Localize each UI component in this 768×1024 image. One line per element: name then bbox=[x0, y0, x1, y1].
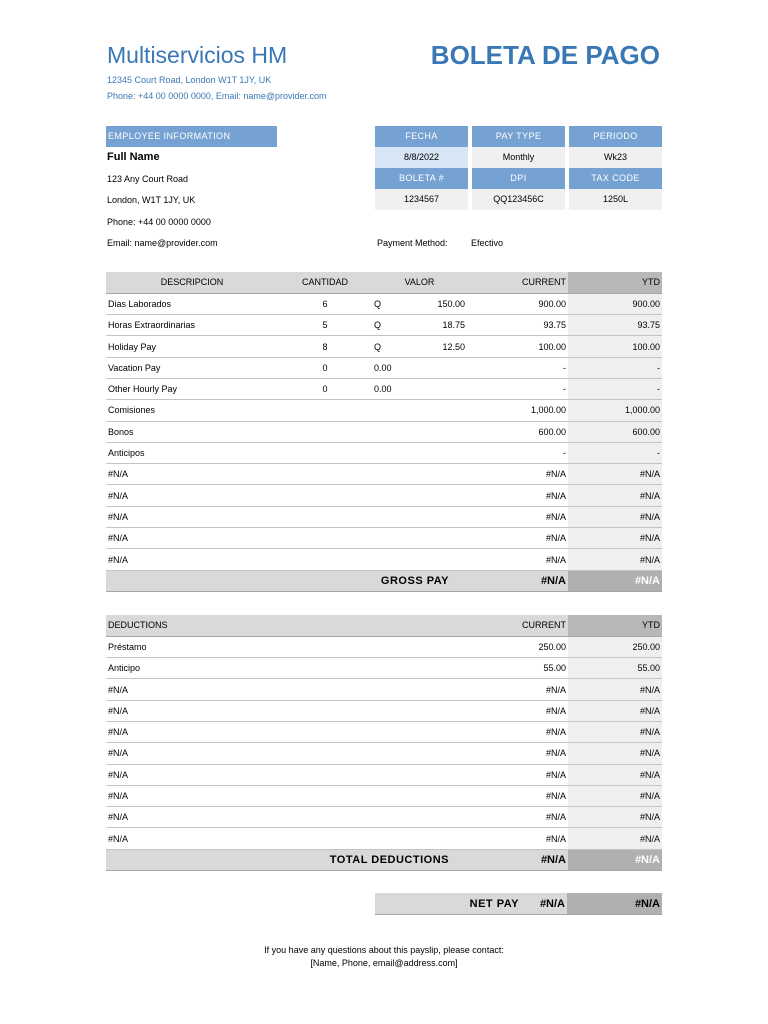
earning-quantity: 5 bbox=[278, 315, 372, 336]
earnings-row bbox=[106, 315, 662, 336]
earning-currency bbox=[372, 485, 394, 506]
employee-name: Full Name bbox=[107, 151, 160, 163]
earning-ytd: #N/A bbox=[568, 464, 662, 485]
net-pay-row bbox=[375, 893, 662, 915]
earning-quantity bbox=[278, 464, 372, 485]
deduction-row bbox=[106, 785, 662, 806]
deduction-description: #N/A bbox=[106, 743, 467, 764]
earning-value bbox=[394, 528, 467, 549]
net-pay-label: NET PAY bbox=[375, 893, 567, 914]
earning-value: 150.00 bbox=[394, 293, 467, 314]
deduction-description: #N/A bbox=[106, 785, 467, 806]
earning-current: 100.00 bbox=[467, 336, 568, 357]
earning-value bbox=[394, 485, 467, 506]
deduction-current: #N/A bbox=[467, 764, 568, 785]
employee-city: London, W1T 1JY, UK bbox=[107, 195, 196, 205]
tax-code-header: TAX CODE bbox=[569, 168, 662, 189]
earning-value bbox=[394, 421, 467, 442]
deductions-current-header: CURRENT bbox=[467, 615, 568, 636]
earning-value bbox=[394, 400, 467, 421]
deduction-row bbox=[106, 807, 662, 828]
deduction-row bbox=[106, 721, 662, 742]
gross-pay-ytd: #N/A bbox=[568, 570, 662, 591]
deduction-ytd: #N/A bbox=[568, 764, 662, 785]
employee-info-header: EMPLOYEE INFORMATION bbox=[106, 126, 277, 147]
company-contact: Phone: +44 00 0000 0000, Email: name@provider.com bbox=[107, 91, 327, 101]
cantidad-header: CANTIDAD bbox=[278, 272, 372, 293]
deduction-current: #N/A bbox=[467, 721, 568, 742]
deductions-table bbox=[106, 615, 662, 871]
earning-ytd: 100.00 bbox=[568, 336, 662, 357]
earning-description: Horas Extraordinarias bbox=[106, 315, 278, 336]
dpi-value: QQ123456C bbox=[472, 189, 565, 210]
company-name: Multiservicios HM bbox=[107, 42, 288, 68]
earning-quantity bbox=[278, 400, 372, 421]
earnings-table bbox=[106, 272, 662, 592]
deduction-ytd: #N/A bbox=[568, 828, 662, 849]
earning-current: - bbox=[467, 378, 568, 399]
deduction-ytd: #N/A bbox=[568, 679, 662, 700]
tax-code-value: 1250L bbox=[569, 189, 662, 210]
earning-ytd: #N/A bbox=[568, 506, 662, 527]
earnings-row bbox=[106, 400, 662, 421]
net-pay-current: #N/A bbox=[539, 898, 565, 910]
earnings-row bbox=[106, 378, 662, 399]
earning-currency: Q bbox=[372, 336, 394, 357]
earning-description: #N/A bbox=[106, 549, 278, 570]
earning-currency: 0.00 bbox=[372, 378, 394, 399]
total-deductions-row bbox=[106, 849, 662, 870]
earning-description: Dias Laborados bbox=[106, 293, 278, 314]
earning-current: #N/A bbox=[467, 528, 568, 549]
deduction-ytd: 250.00 bbox=[568, 636, 662, 657]
deduction-row bbox=[106, 679, 662, 700]
deduction-description: Anticipo bbox=[106, 658, 467, 679]
deduction-current: #N/A bbox=[467, 807, 568, 828]
pay-type-value: Monthly bbox=[472, 147, 565, 168]
earning-quantity bbox=[278, 528, 372, 549]
earning-quantity bbox=[278, 442, 372, 463]
deduction-row bbox=[106, 636, 662, 657]
employee-phone: Phone: +44 00 0000 0000 bbox=[107, 217, 211, 227]
deduction-ytd: #N/A bbox=[568, 807, 662, 828]
current-header: CURRENT bbox=[467, 272, 568, 293]
earning-description: #N/A bbox=[106, 528, 278, 549]
earnings-row bbox=[106, 357, 662, 378]
earning-description: Holiday Pay bbox=[106, 336, 278, 357]
valor-header: VALOR bbox=[372, 272, 467, 293]
deduction-ytd: #N/A bbox=[568, 721, 662, 742]
earning-value: 18.75 bbox=[394, 315, 467, 336]
deduction-description: Préstamo bbox=[106, 636, 467, 657]
gross-pay-current: #N/A bbox=[467, 570, 568, 591]
deduction-current: #N/A bbox=[467, 700, 568, 721]
earning-quantity: 0 bbox=[278, 378, 372, 399]
deductions-header: DEDUCTIONS bbox=[106, 615, 467, 636]
earning-ytd: #N/A bbox=[568, 485, 662, 506]
earning-value bbox=[394, 442, 467, 463]
boleta-value: 1234567 bbox=[375, 189, 468, 210]
gross-pay-label: GROSS PAY bbox=[106, 570, 467, 591]
payment-method-label: Payment Method: bbox=[377, 238, 448, 248]
deduction-description: #N/A bbox=[106, 828, 467, 849]
total-deductions-ytd: #N/A bbox=[568, 849, 662, 870]
earning-current: #N/A bbox=[467, 549, 568, 570]
deduction-current: #N/A bbox=[467, 679, 568, 700]
earning-ytd: 600.00 bbox=[568, 421, 662, 442]
deduction-ytd: #N/A bbox=[568, 743, 662, 764]
deduction-current: #N/A bbox=[467, 828, 568, 849]
total-deductions-label: TOTAL DEDUCTIONS bbox=[106, 849, 467, 870]
earning-currency bbox=[372, 421, 394, 442]
earning-current: - bbox=[467, 442, 568, 463]
payslip-info-grid bbox=[375, 126, 662, 210]
earning-ytd: - bbox=[568, 357, 662, 378]
earning-ytd: #N/A bbox=[568, 549, 662, 570]
earning-quantity: 0 bbox=[278, 357, 372, 378]
dpi-header: DPI bbox=[472, 168, 565, 189]
earnings-row bbox=[106, 506, 662, 527]
earning-description: Anticipos bbox=[106, 442, 278, 463]
earning-description: #N/A bbox=[106, 485, 278, 506]
earning-value bbox=[394, 357, 467, 378]
earning-description: Other Hourly Pay bbox=[106, 378, 278, 399]
earning-value bbox=[394, 506, 467, 527]
net-pay-ytd: #N/A bbox=[567, 893, 662, 914]
earning-current: 1,000.00 bbox=[467, 400, 568, 421]
total-deductions-current: #N/A bbox=[467, 849, 568, 870]
earnings-row bbox=[106, 442, 662, 463]
earning-description: Comisiones bbox=[106, 400, 278, 421]
earnings-row bbox=[106, 528, 662, 549]
earning-quantity bbox=[278, 549, 372, 570]
earning-current: - bbox=[467, 357, 568, 378]
earnings-row bbox=[106, 549, 662, 570]
deductions-ytd-header: YTD bbox=[568, 615, 662, 636]
ytd-header: YTD bbox=[568, 272, 662, 293]
pay-type-header: PAY TYPE bbox=[472, 126, 565, 147]
earning-currency: Q bbox=[372, 315, 394, 336]
deduction-row bbox=[106, 658, 662, 679]
earning-current: #N/A bbox=[467, 506, 568, 527]
payment-method-value: Efectivo bbox=[471, 238, 504, 248]
deduction-description: #N/A bbox=[106, 721, 467, 742]
deduction-row bbox=[106, 764, 662, 785]
earning-description: Vacation Pay bbox=[106, 357, 278, 378]
earning-current: #N/A bbox=[467, 485, 568, 506]
periodo-value: Wk23 bbox=[569, 147, 662, 168]
deduction-ytd: 55.00 bbox=[568, 658, 662, 679]
earnings-row bbox=[106, 485, 662, 506]
earning-ytd: 900.00 bbox=[568, 293, 662, 314]
deduction-description: #N/A bbox=[106, 700, 467, 721]
deduction-description: #N/A bbox=[106, 679, 467, 700]
deduction-current: #N/A bbox=[467, 743, 568, 764]
earning-current: #N/A bbox=[467, 464, 568, 485]
gross-pay-row bbox=[106, 570, 662, 591]
earning-description: #N/A bbox=[106, 506, 278, 527]
earning-current: 600.00 bbox=[467, 421, 568, 442]
earnings-row bbox=[106, 336, 662, 357]
earning-ytd: - bbox=[568, 378, 662, 399]
footer-question: If you have any questions about this payslip, please contact: bbox=[264, 945, 504, 955]
earning-currency bbox=[372, 400, 394, 421]
boleta-header: BOLETA # bbox=[375, 168, 468, 189]
earning-quantity bbox=[278, 485, 372, 506]
earnings-row bbox=[106, 293, 662, 314]
earnings-row bbox=[106, 464, 662, 485]
earning-quantity: 6 bbox=[278, 293, 372, 314]
earning-ytd: #N/A bbox=[568, 528, 662, 549]
company-address: 12345 Court Road, London W1T 1JY, UK bbox=[107, 75, 272, 85]
earning-ytd: - bbox=[568, 442, 662, 463]
earning-value bbox=[394, 464, 467, 485]
document-title: BOLETA DE PAGO bbox=[430, 40, 660, 70]
deduction-row bbox=[106, 700, 662, 721]
earning-current: 93.75 bbox=[467, 315, 568, 336]
deduction-ytd: #N/A bbox=[568, 700, 662, 721]
earning-currency bbox=[372, 464, 394, 485]
earnings-row bbox=[106, 421, 662, 442]
earning-value bbox=[394, 549, 467, 570]
deduction-row bbox=[106, 828, 662, 849]
deduction-current: 250.00 bbox=[467, 636, 568, 657]
descripcion-header: DESCRIPCION bbox=[106, 272, 278, 293]
fecha-header: FECHA bbox=[375, 126, 468, 147]
earning-quantity bbox=[278, 506, 372, 527]
fecha-value: 8/8/2022 bbox=[375, 147, 468, 168]
deduction-description: #N/A bbox=[106, 764, 467, 785]
deduction-ytd: #N/A bbox=[568, 785, 662, 806]
earning-currency bbox=[372, 506, 394, 527]
earning-currency: Q bbox=[372, 293, 394, 314]
earning-current: 900.00 bbox=[467, 293, 568, 314]
earning-value: 12.50 bbox=[394, 336, 467, 357]
employee-street: 123 Any Court Road bbox=[107, 174, 189, 184]
earning-quantity bbox=[278, 421, 372, 442]
earning-ytd: 93.75 bbox=[568, 315, 662, 336]
employee-email: Email: name@provider.com bbox=[107, 238, 218, 248]
earning-description: #N/A bbox=[106, 464, 278, 485]
deduction-current: 55.00 bbox=[467, 658, 568, 679]
footer-contact: [Name, Phone, email@address.com] bbox=[310, 958, 458, 968]
periodo-header: PERIODO bbox=[569, 126, 662, 147]
earning-value bbox=[394, 378, 467, 399]
earning-currency bbox=[372, 528, 394, 549]
earning-ytd: 1,000.00 bbox=[568, 400, 662, 421]
earning-currency bbox=[372, 549, 394, 570]
earning-currency bbox=[372, 442, 394, 463]
earning-description: Bonos bbox=[106, 421, 278, 442]
deduction-description: #N/A bbox=[106, 807, 467, 828]
earning-quantity: 8 bbox=[278, 336, 372, 357]
deduction-current: #N/A bbox=[467, 785, 568, 806]
earning-currency: 0.00 bbox=[372, 357, 394, 378]
deduction-row bbox=[106, 743, 662, 764]
